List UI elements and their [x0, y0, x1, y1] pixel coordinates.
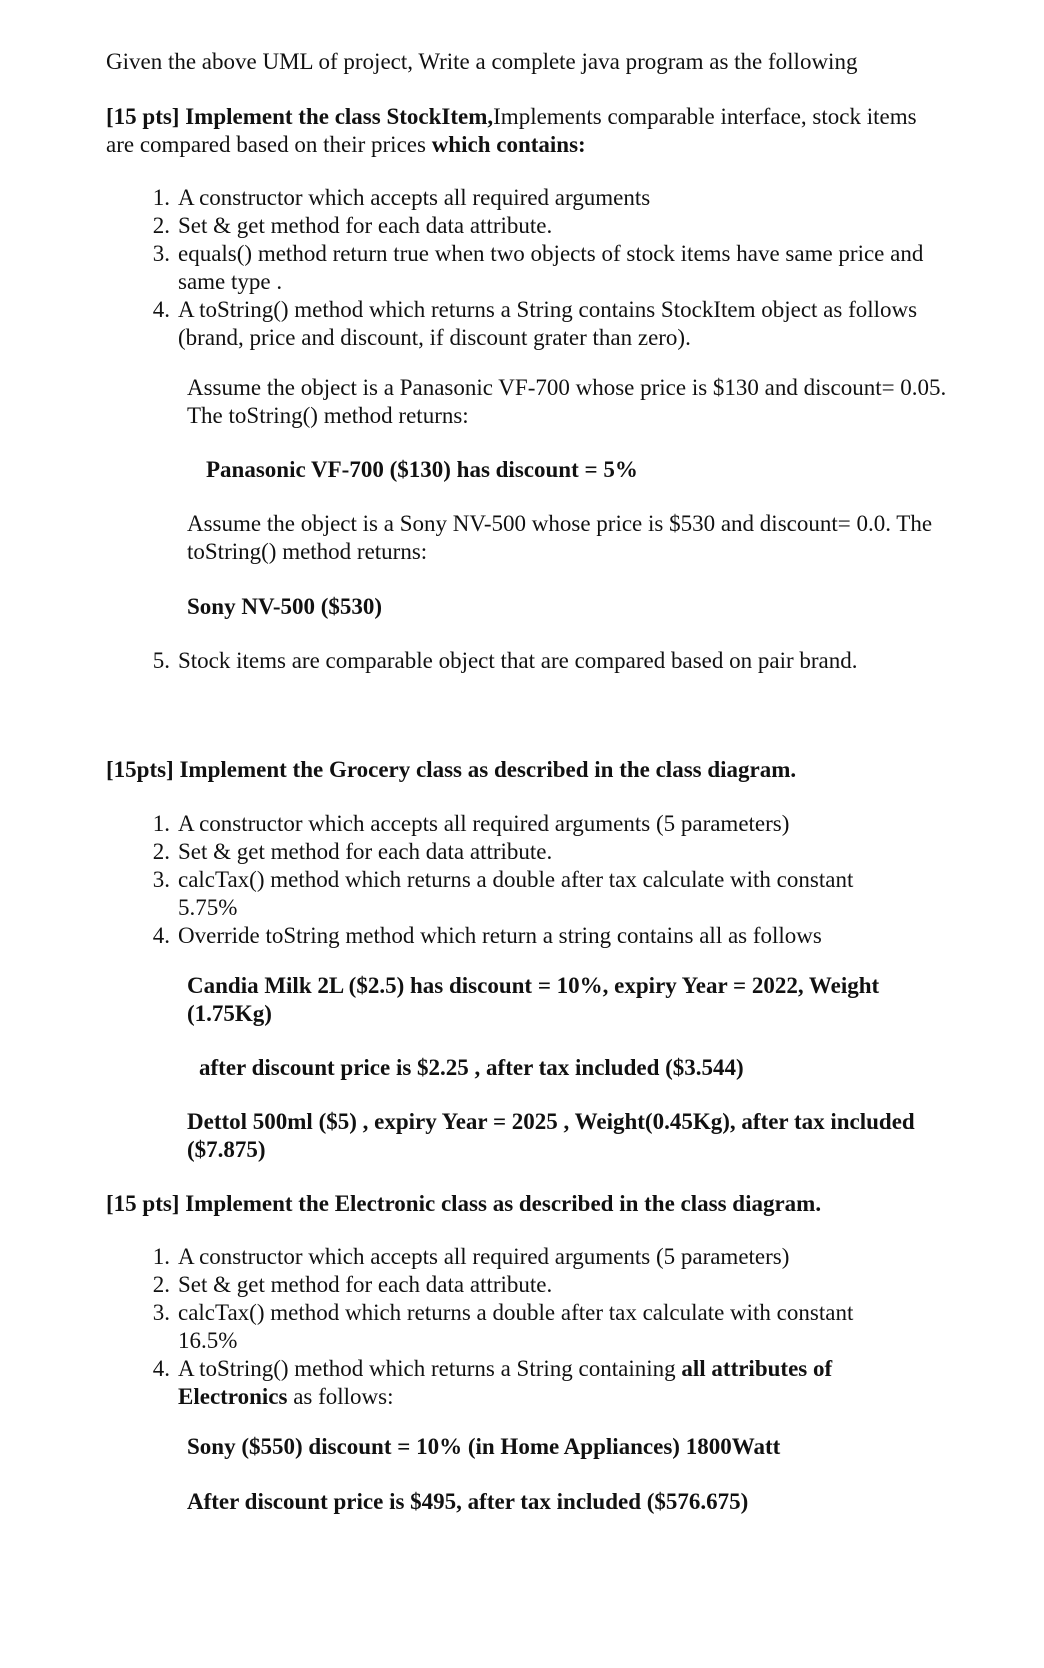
- example1-output: Panasonic VF-700 ($130) has discount = 5%: [206, 457, 638, 482]
- list-item: 4. A toString() method which returns a String containing all attributes of Electronics as follows:: [152, 1356, 833, 1409]
- electronic-list: [152, 1243, 918, 1411]
- grocery-output-2: after discount price is $2.25 , after tax included ($3.544): [199, 1055, 744, 1080]
- stockitem-heading: [106, 103, 926, 159]
- list-item: 2. Set & get method for each data attribute.: [152, 213, 553, 238]
- stockitem-list-5: [152, 647, 958, 675]
- list-item: 1. A constructor which accepts all required arguments (5 parameters): [152, 1244, 790, 1269]
- stockitem-heading-bold: [15 pts] Implement the class StockItem,: [106, 104, 494, 129]
- list-item: 2. Set & get method for each data attribute.: [152, 1272, 553, 1297]
- stockitem-heading-bold2: which contains:: [431, 132, 586, 157]
- list-item: 4. A toString() method which returns a String contains StockItem object as follows (brand, price and discount, if discount grater than zero).: [152, 297, 918, 350]
- grocery-output-1: Candia Milk 2L ($2.5) has discount = 10%, expiry Year = 2022, Weight (1.75Kg): [187, 973, 880, 1026]
- list-item: 2. Set & get method for each data attribute.: [152, 839, 553, 864]
- grocery-list: [152, 810, 918, 950]
- list-item: 4. Override toString method which return a string contains all as follows: [152, 923, 822, 948]
- intro-text: Given the above UML of project, Write a complete java program as the following: [106, 49, 858, 74]
- stockitem-heading-text: Implements comparable interface, stock items are compared based on their prices: [106, 104, 917, 157]
- example1-text: Assume the object is a Panasonic VF-700 whose price is $130 and discount= 0.05. The toString() method returns:: [187, 375, 947, 428]
- grocery-output-3: Dettol 500ml ($5) , expiry Year = 2025 , Weight(0.45Kg), after tax included ($7.875): [187, 1109, 915, 1162]
- electronic-heading: [15 pts] Implement the Electronic class as described in the class diagram.: [106, 1191, 822, 1216]
- example2-text: Assume the object is a Sony NV-500 whose price is $530 and discount= 0.0. The toString() method returns:: [187, 511, 933, 564]
- electronic-output-1: Sony ($550) discount = 10% (in Home Appliances) 1800Watt: [187, 1434, 781, 1459]
- list-item: 1. A constructor which accepts all required arguments: [152, 185, 651, 210]
- list-item: 3. calcTax() method which returns a double after tax calculate with constant 16.5%: [152, 1300, 854, 1353]
- electronic-output-2: After discount price is $495, after tax included ($576.675): [187, 1489, 749, 1514]
- grocery-heading: [15pts] Implement the Grocery class as described in the class diagram.: [106, 757, 797, 782]
- list-item: 3. calcTax() method which returns a double after tax calculate with constant 5.75%: [152, 867, 854, 920]
- list-item: 1. A constructor which accepts all required arguments (5 parameters): [152, 811, 790, 836]
- list-item: 3. equals() method return true when two objects of stock items have same price and same type .: [152, 241, 924, 294]
- list-item: 5. Stock items are comparable object that are compared based on pair brand.: [152, 648, 858, 673]
- stockitem-list: [152, 184, 938, 352]
- example2-output: Sony NV-500 ($530): [187, 594, 383, 619]
